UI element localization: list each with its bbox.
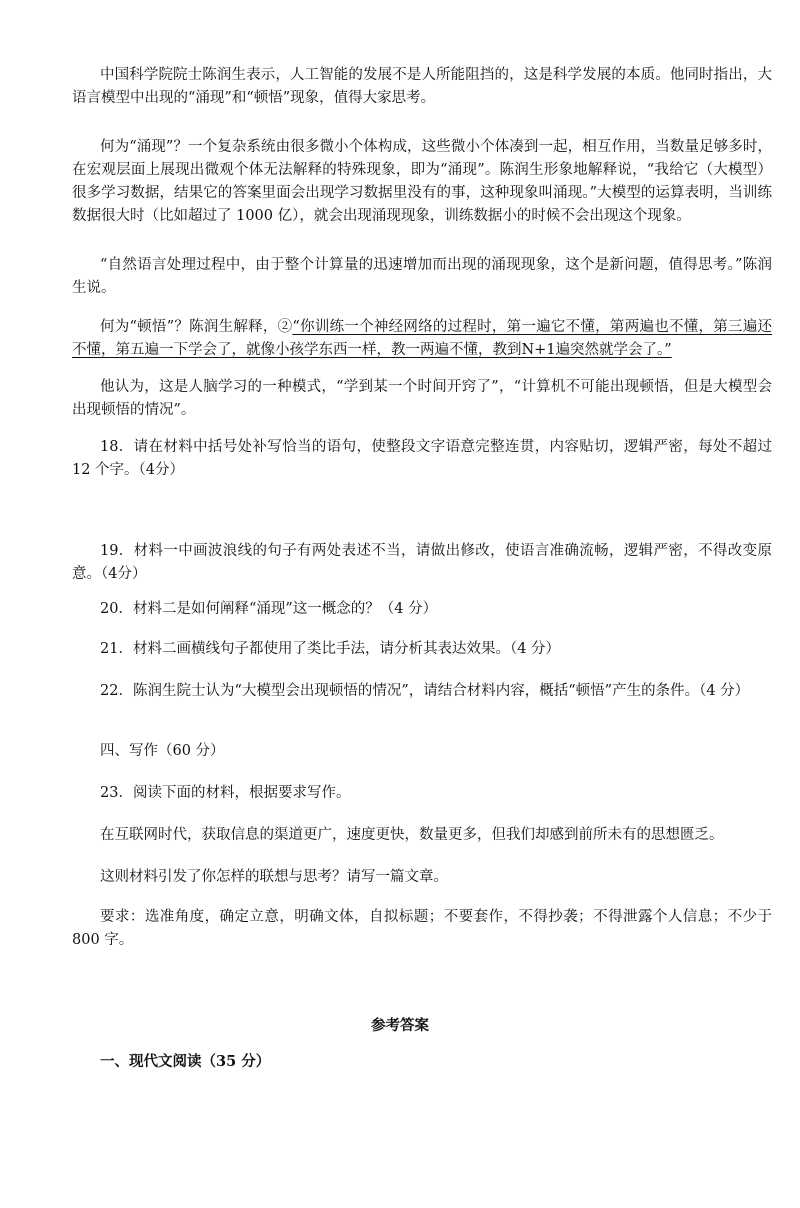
question-19: 19．材料一中画波浪线的句子有两处表述不当，请做出修改，使语言准确流畅，逻辑严密，不得改变原意。（4分） [72,543,772,582]
question-20: 20．材料二是如何阐释“涌现”这一概念的？（4 分） [100,601,438,617]
writing-prompt: 这则材料引发了你怎样的联想与思考？请写一篇文章。 [100,869,448,885]
paragraph-4-lead: 何为“顿悟”？陈润生解释，② [100,319,293,335]
material2-paragraph-1: 中国科学院院士陈润生表示，人工智能的发展不是人所能阻挡的，这是科学发展的本质。他同时指出，大语言模型中出现的“涌现”和“顿悟”现象，值得大家思考。 [72,67,772,106]
writing-material: 在互联网时代，获取信息的渠道更广，速度更快，数量更多，但我们却感到前所未有的思想匮乏。 [100,827,724,843]
answers-title: 参考答案 [371,1017,429,1034]
question-22: 22．陈润生院士认为“大模型会出现顿悟的情况”，请结合材料内容，概括“顿悟”产生的条件。（4 分） [100,683,750,699]
question-23: 23．阅读下面的材料，根据要求写作。 [100,785,351,801]
material2-paragraph-5: 他认为，这是人脑学习的一种模式，“学到某一个时间开窍了”，“计算机不可能出现顿悟，但是大模型会出现顿悟的情况”。 [72,379,772,418]
underlined-sentence: “你训练一个神经网络的过程时，第一遍它不懂，第两遍也不懂，第三遍还不懂，第五遍一下学会了，就像小孩学东西一样，教一两遍不懂，教到N+1遍突然就学会了。” [72,319,772,358]
material2-paragraph-4 [72,316,772,362]
writing-section-heading: 四、写作（60 分） [100,743,225,759]
writing-requirements: 要求：选准角度，确定立意，明确文体，自拟标题；不要套作，不得抄袭；不得泄露个人信息；不少于 800 字。 [72,909,772,948]
material2-paragraph-3: “自然语言处理过程中，由于整个计算量的迅速增加而出现的涌现现象，这个是新问题，值得思考。”陈润生说。 [72,257,772,296]
answers-section-1-heading: 一、现代文阅读（35 分） [100,1053,271,1070]
question-18: 18．请在材料中括号处补写恰当的语句，使整段文字语意完整连贯，内容贴切，逻辑严密，每处不超过 12 个字。（4分） [72,439,772,478]
material2-paragraph-2: 何为“涌现”？一个复杂系统由很多微小个体构成，这些微小个体凑到一起，相互作用，当数量足够多时，在宏观层面上展现出微观个体无法解释的特殊现象，即为“涌现”。陈润生形象地解释说，“我给它（大模型）很多学习数据，结果它的答案里面会出现学习数据里没有的事，这种现象叫涌现。”大模型的运算表明，当训练数据很大时（比如超过了 1000 亿），就会出现涌现现象，训练数据小的时候不会出现这个现象。 [72,139,772,224]
question-21: 21．材料二画横线句子都使用了类比手法，请分析其表达效果。（4 分） [100,641,561,657]
